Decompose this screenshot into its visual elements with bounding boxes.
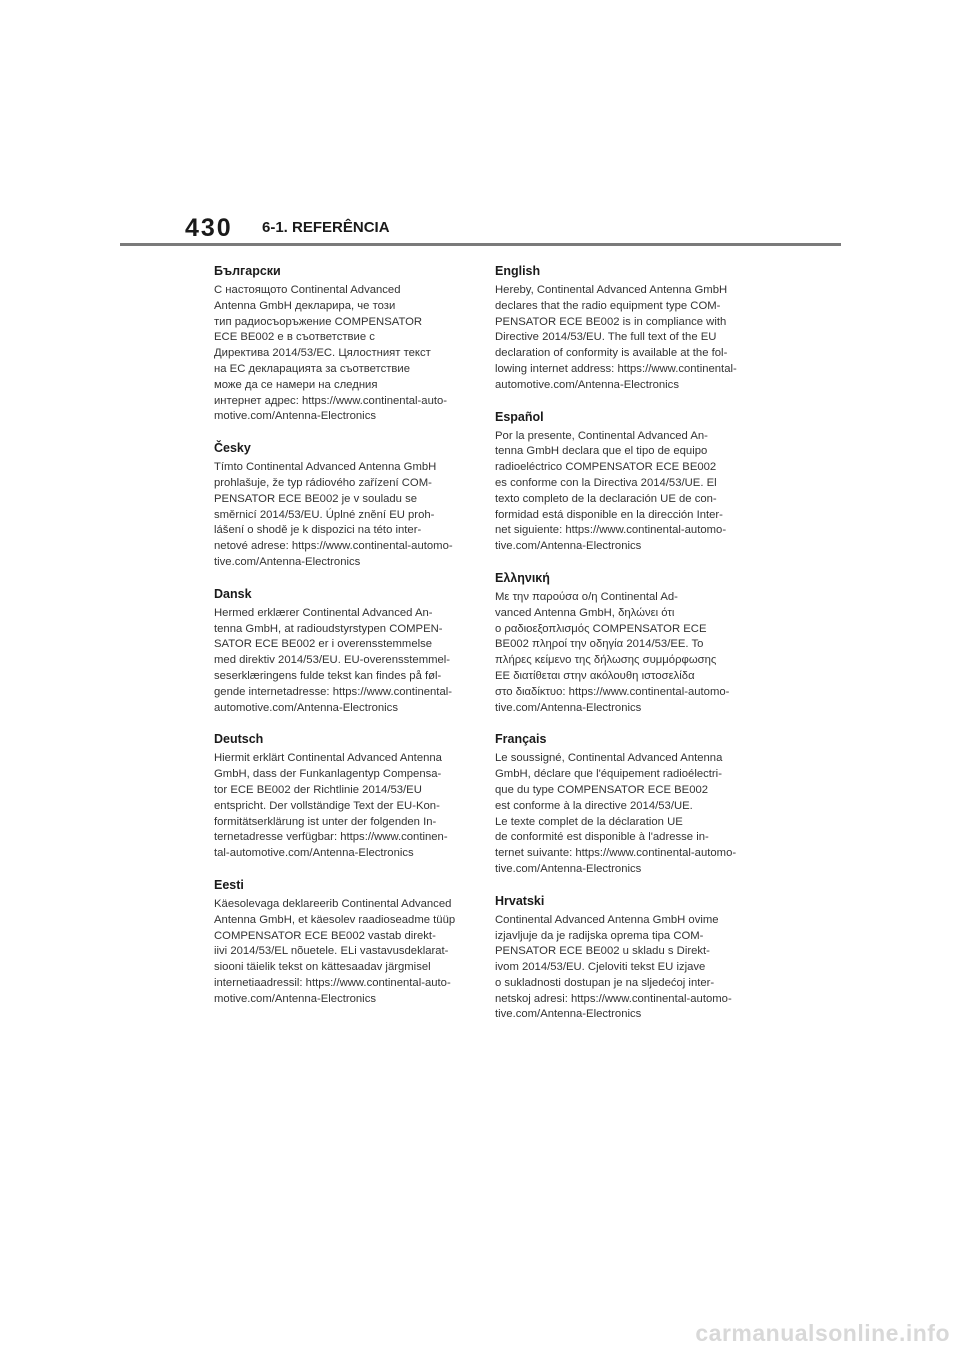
section-text: С настоящото Continental Advanced Antenna GmbH декларира, че този тип радиосъоръжение COMPENSATOR ECE BE002 е в съответствие с Директива 2014/53/ЕС. Цялостният текст на ЕС декларацията за съответствие може да се намери на следния интернет адрес: https://www.continental-auto- motive.com/Antenna-Electronics	[214, 284, 448, 423]
section-greek	[495, 569, 767, 716]
section-czech	[214, 439, 486, 571]
section-heading: Français	[495, 732, 547, 747]
section-heading: Deutsch	[214, 732, 264, 747]
section-text: Le soussigné, Continental Advanced Antenna GmbH, déclare que l'équipement radioélectri- que du type COMPENSATOR ECE BE002 est conforme à la directive 2014/53/UE. Le texte complet de la déclaration UE de conformité est disponible à l'adresse in- ternet suivante: https://www.continental-automo- tive.com/Antenna-Electronics	[495, 752, 737, 875]
section-text: Tímto Continental Advanced Antenna GmbH prohlašuje, že typ rádiového zařízení COM- PENSATOR ECE BE002 je v souladu se směrnicí 2014/53/EU. Úplné znění EU proh- lášení o shodě je k dispozici na této inter- netové adrese: https://www.continental-automo- tive.com/Antenna-Electronics	[214, 461, 453, 568]
section-heading: Česky	[214, 441, 251, 456]
section-heading: Eesti	[214, 877, 244, 892]
right-column	[495, 262, 767, 1037]
section-estonian	[214, 876, 486, 1008]
page-header	[0, 0, 960, 250]
section-french	[495, 730, 767, 877]
left-column	[214, 262, 486, 1021]
page-number: 430	[185, 214, 233, 242]
section-text: Hermed erklærer Continental Advanced An- tenna GmbH, at radioudstyrstypen COMPEN- SATOR ECE BE002 er i overensstemmelse med direktiv 2014/53/EU. EU-overensstemmel- seserklæringens fulde tekst kan findes på føl- gende internetadresse: https://www.continental- automotive.com/Antenna-Electronics	[214, 606, 453, 714]
section-german	[214, 730, 486, 862]
section-text: Por la presente, Continental Advanced An- tenna GmbH declara que el tipo de equipo radioeléctrico COMPENSATOR ECE BE002 es conforme con la Directiva 2014/53/UE. El texto completo de la declaración UE de con- formidad está disponible en la dirección Inter- net siguiente: https://www.continental-automo- tive.com/Antenna-Electronics	[495, 429, 727, 553]
section-heading: English	[495, 264, 541, 278]
section-text: Με την παρούσα ο/η Continental Ad- vanced Antenna GmbH, δηλώνει ότι ο ραδιοεξοπλισμός COMPENSATOR ECE BE002 πληροί την οδηγία 2014/53/ΕΕ. Το πλήρες κείμενο της δήλωσης συμμόρφωσης ΕΕ διατίθεται στην ακόλουθη ιστοσελίδα στο διαδίκτυο: https://www.continental-automo- tive.com/Antenna-Electronics	[495, 590, 730, 714]
section-text: Käesolevaga deklareerib Continental Advanced Antenna GmbH, et käesolev raadioseadme tüüp COMPENSATOR ECE BE002 vastab direkt- iivi 2014/53/EL nõuetele. ELi vastavusdeklarat- siooni täielik tekst on kättesaadav järgmisel internetiaadressil: https://www.continental-auto- motive.com/Antenna-Electronics	[214, 897, 456, 1005]
chapter-title: 6-1. REFERÊNCIA	[262, 219, 390, 236]
watermark	[0, 1320, 960, 1350]
section-heading: Español	[495, 409, 544, 424]
watermark-text: carmanualsonline.info	[695, 1320, 950, 1346]
section-text: Hiermit erklärt Continental Advanced Antenna GmbH, dass der Funkanlagentyp Compensa- tor ECE BE002 der Richtlinie 2014/53/EU entspricht. Der vollständige Text der EU-Kon- formitätserklärung ist unter der folgenden In- ternetadresse verfügbar: https://www.continen- tal-automotive.com/Antenna-Electronics	[214, 752, 448, 860]
section-bulgarian	[214, 262, 486, 425]
section-heading: Dansk	[214, 586, 252, 601]
section-heading: Hrvatski	[495, 893, 545, 908]
section-english	[495, 262, 767, 394]
section-heading: Български	[214, 264, 281, 278]
section-danish	[214, 585, 486, 717]
section-heading: Ελληνική	[495, 570, 550, 585]
section-text: Hereby, Continental Advanced Antenna GmbH declares that the radio equipment type COM- PENSATOR ECE BE002 is in compliance with Directive 2014/53/EU. The full text of the EU declaration of conformity is available at the fol- lowing internet address: https://www.continental- automotive.com/Antenna-Electronics	[495, 284, 737, 391]
section-croatian	[495, 892, 767, 1024]
section-spanish	[495, 408, 767, 555]
section-text: Continental Advanced Antenna GmbH ovime izjavljuje da je radijska oprema tipa COM- PENSATOR ECE BE002 u skladu s Direkt- ivom 2014/53/EU. Cjeloviti tekst EU izjave o sukladnosti dostupan je na sljedećoj inter- netskoj adresi: https://www.continental-automo- tive.com/Antenna-Electronics	[495, 913, 732, 1021]
header-divider	[120, 243, 841, 246]
